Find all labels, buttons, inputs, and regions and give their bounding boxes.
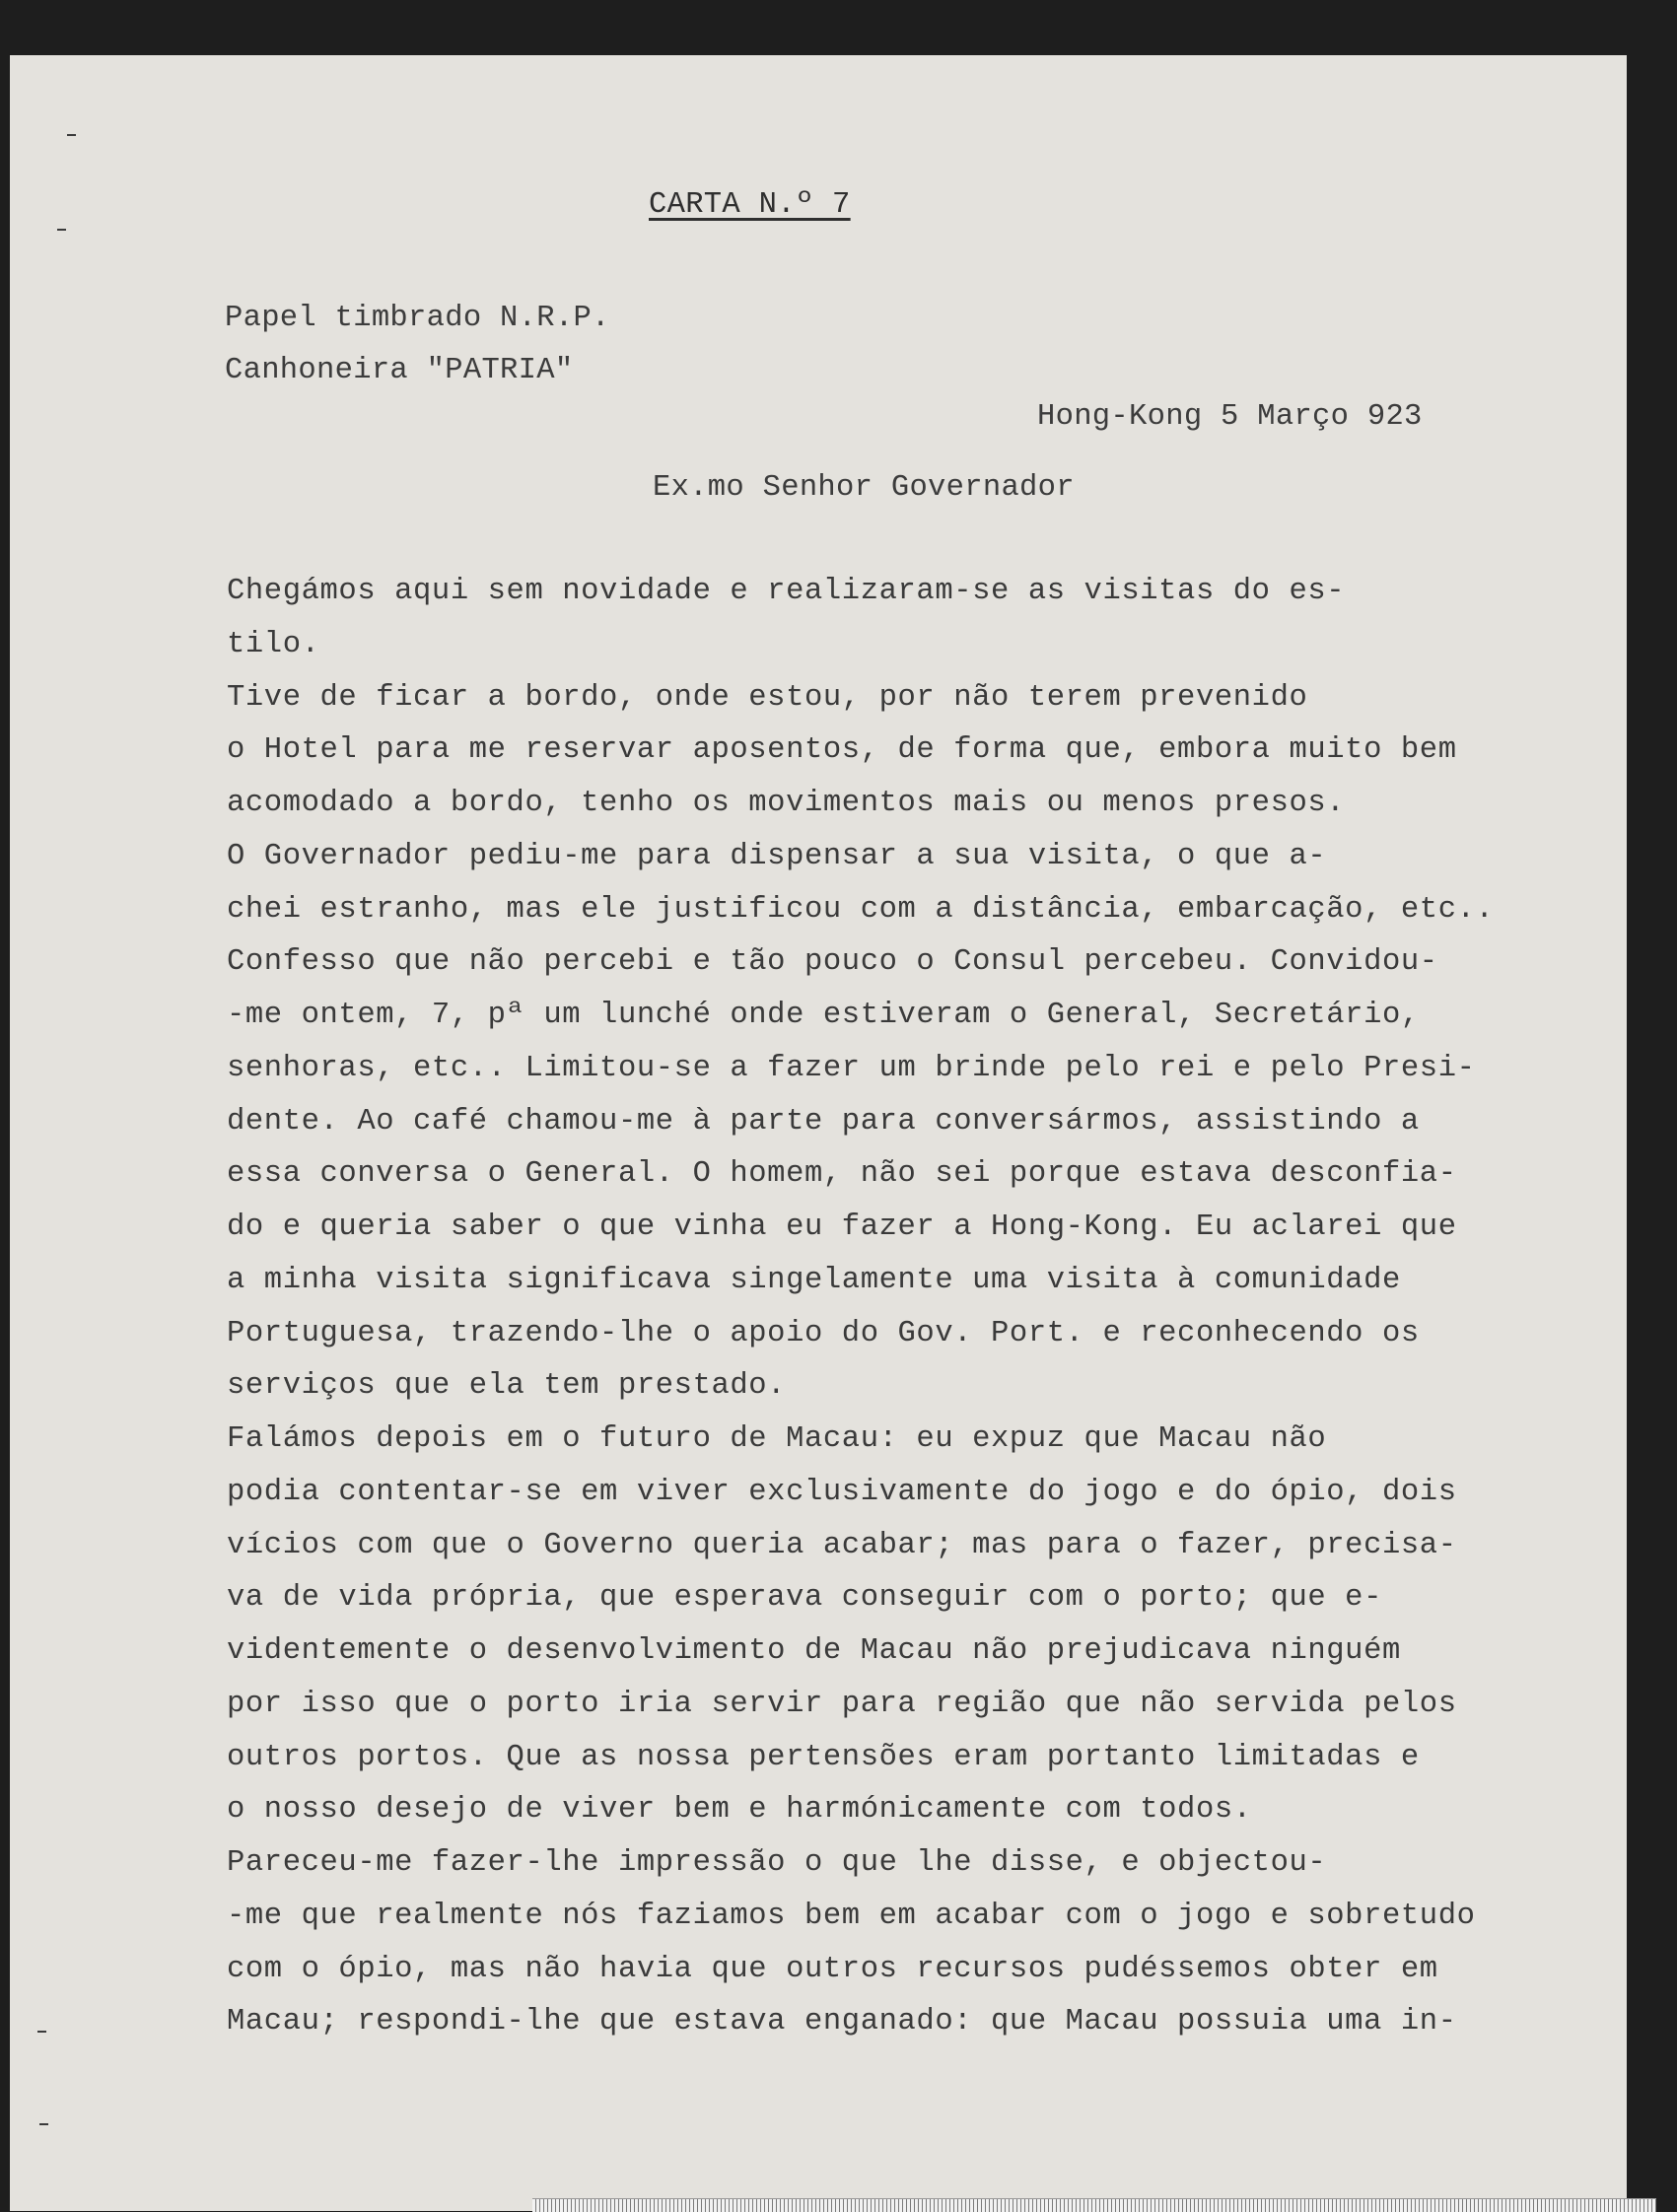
- letterhead-line-2: Canhoneira "PATRIA": [225, 354, 574, 387]
- body-line: va de vida própria, que esperava conseguir com o porto; que e-: [227, 1581, 1382, 1615]
- body-line: outros portos. Que as nossa pertensões eram portanto limitadas e: [227, 1741, 1420, 1774]
- body-line: Macau; respondi-lhe que estava enganado: que Macau possuia uma in-: [227, 2005, 1457, 2039]
- salutation: Ex.mo Senhor Governador: [653, 471, 1075, 505]
- body-line: acomodado a bordo, tenho os movimentos mais ou menos presos.: [227, 787, 1346, 820]
- margin-mark: [39, 2123, 48, 2125]
- body-line: Tive de ficar a bordo, onde estou, por não terem prevenido: [227, 681, 1308, 715]
- body-line: com o ópio, mas não havia que outros recursos pudéssemos obter em: [227, 1953, 1438, 1986]
- body-line: tilo.: [227, 628, 320, 661]
- body-line: por isso que o porto iria servir para região que não servida pelos: [227, 1688, 1457, 1721]
- body-line: chei estranho, mas ele justificou com a distância, embarcação, etc..: [227, 893, 1495, 927]
- body-line: dente. Ao café chamou-me à parte para conversármos, assistindo a: [227, 1105, 1420, 1139]
- letter-title: CARTA N.º 7: [649, 188, 851, 222]
- body-line: senhoras, etc.. Limitou-se a fazer um brinde pelo rei e pelo Presi-: [227, 1052, 1476, 1085]
- body-line: vícios com que o Governo queria acabar; mas para o fazer, precisa-: [227, 1529, 1457, 1562]
- margin-mark: [57, 229, 66, 231]
- scan-ruler: [532, 2198, 1656, 2212]
- body-line: o Hotel para me reservar aposentos, de forma que, embora muito bem: [227, 733, 1457, 767]
- body-line: a minha visita significava singelamente uma visita à comunidade: [227, 1264, 1401, 1297]
- letterhead-line-1: Papel timbrado N.R.P.: [225, 302, 610, 335]
- body-line: O Governador pediu-me para dispensar a sua visita, o que a-: [227, 840, 1327, 873]
- body-line: serviços que ela tem prestado.: [227, 1369, 787, 1403]
- body-line: Falámos depois em o futuro de Macau: eu expuz que Macau não: [227, 1422, 1327, 1456]
- body-line: -me ontem, 7, pª um lunché onde estiveram o General, Secretário,: [227, 999, 1420, 1032]
- body-line: Portuguesa, trazendo-lhe o apoio do Gov. Port. e reconhecendo os: [227, 1317, 1420, 1350]
- body-line: Confesso que não percebi e tão pouco o Consul percebeu. Convidou-: [227, 945, 1438, 979]
- body-line: Pareceu-me fazer-lhe impressão o que lhe disse, e objectou-: [227, 1846, 1327, 1880]
- body-line: do e queria saber o que vinha eu fazer a Hong-Kong. Eu aclarei que: [227, 1210, 1457, 1244]
- body-line: Chegámos aqui sem novidade e realizaram-se as visitas do es-: [227, 575, 1346, 608]
- body-line: podia contentar-se em viver exclusivamente do jogo e do ópio, dois: [227, 1476, 1457, 1509]
- body-line: videntemente o desenvolvimento de Macau não prejudicava ninguém: [227, 1634, 1401, 1668]
- margin-mark: [67, 134, 76, 136]
- body-line: essa conversa o General. O homem, não sei porque estava desconfia-: [227, 1157, 1457, 1191]
- body-line: -me que realmente nós faziamos bem em acabar com o jogo e sobretudo: [227, 1900, 1476, 1933]
- place-and-date: Hong-Kong 5 Março 923: [1037, 400, 1423, 434]
- body-line: o nosso desejo de viver bem e harmónicamente com todos.: [227, 1793, 1252, 1827]
- margin-mark: [37, 2031, 46, 2033]
